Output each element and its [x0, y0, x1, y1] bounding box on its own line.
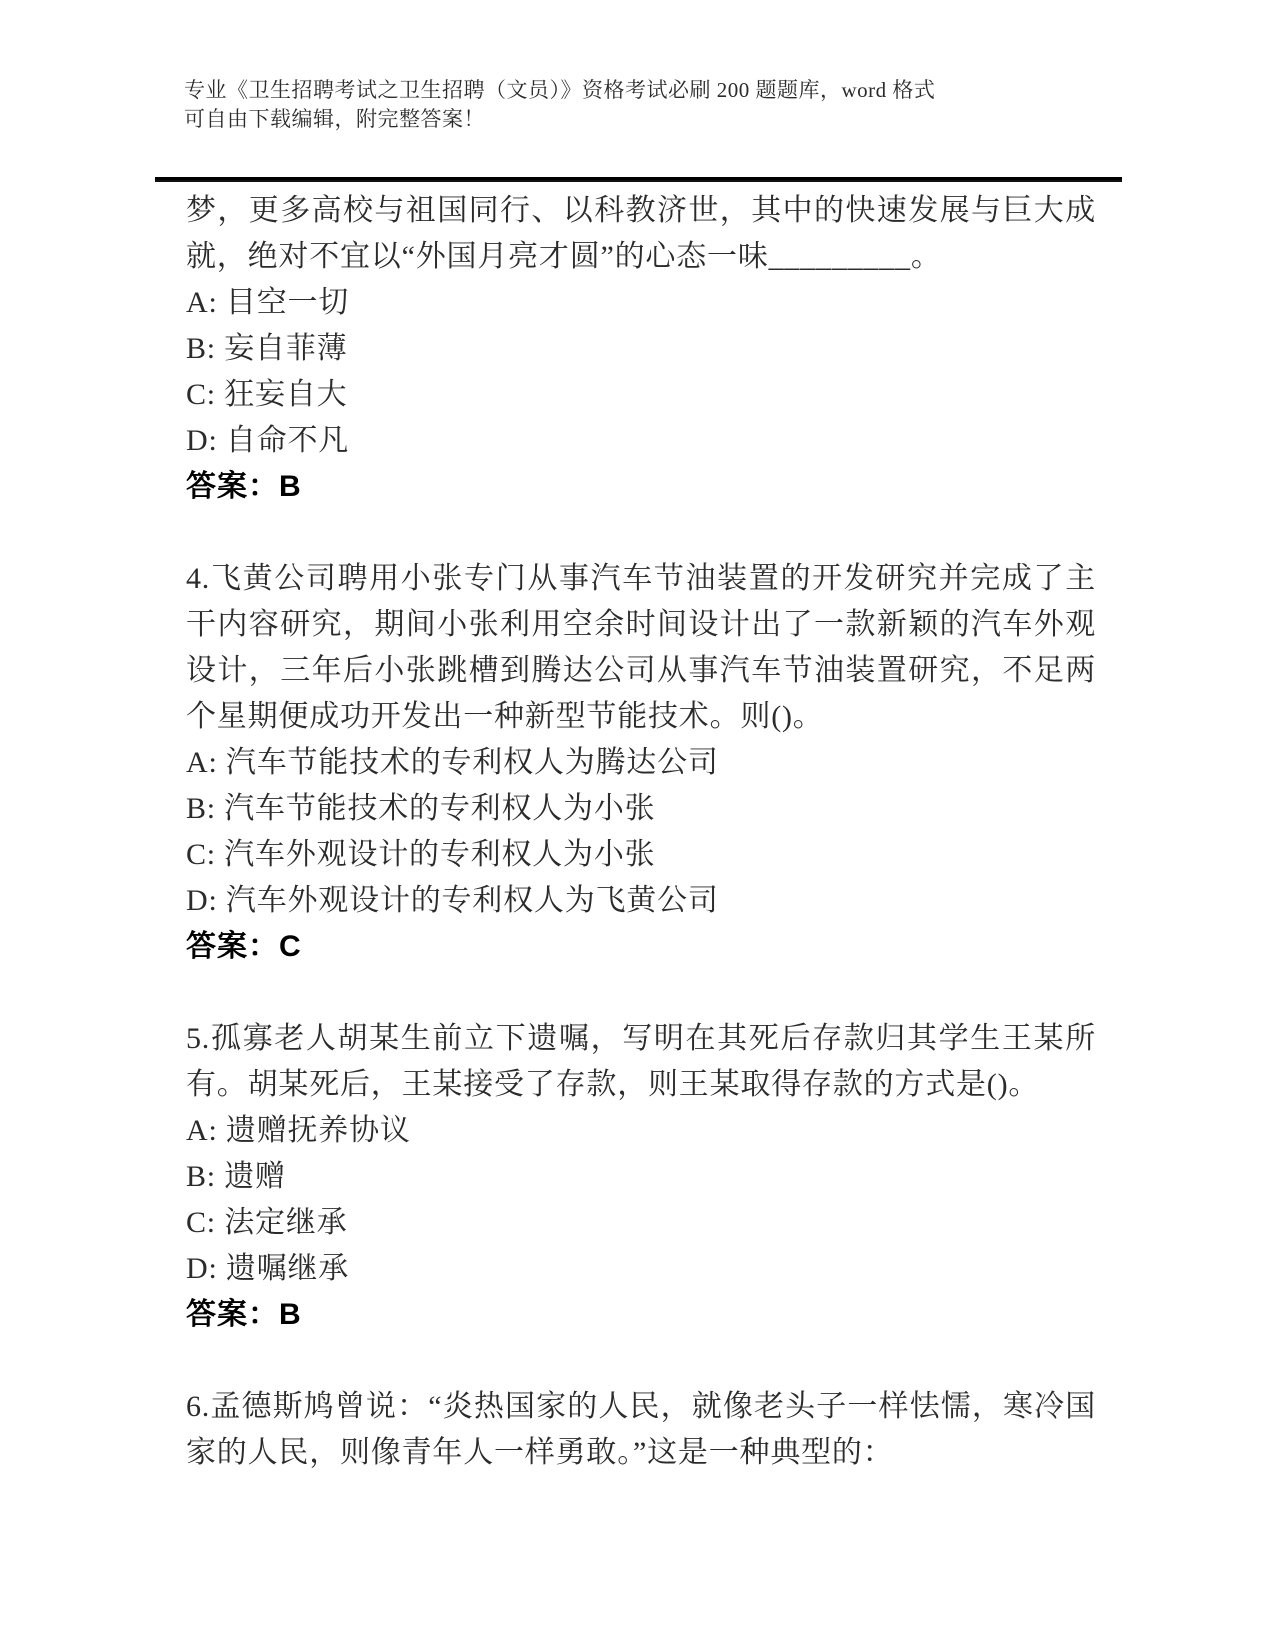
question-block-4	[186, 556, 1096, 970]
option-b: B: 汽车节能技术的专利权人为小张	[186, 792, 656, 825]
document-body	[186, 188, 1096, 1476]
question-text: 5.孤寡老人胡某生前立下遗嘱，写明在其死后存款归其学生王某所有。胡某死后，王某接受了存款，则王某取得存款的方式是()。	[186, 1022, 1096, 1101]
option-c: C: 汽车外观设计的专利权人为小张	[186, 838, 656, 871]
option-d: D: 自命不凡	[186, 424, 350, 457]
question-text: 4.飞黄公司聘用小张专门从事汽车节油装置的开发研究并完成了主干内容研究，期间小张利用空余时间设计出了一款新颖的汽车外观设计，三年后小张跳槽到腾达公司从事汽车节油装置研究，不足两个星期便成功开发出一种新型节能技术。则()。	[186, 562, 1096, 733]
option-a: A: 汽车节能技术的专利权人为腾达公司	[186, 746, 719, 779]
option-c: C: 狂妄自大	[186, 378, 348, 411]
option-b: B: 妄自菲薄	[186, 332, 348, 365]
header-divider	[155, 177, 1122, 182]
option-a: A: 遗赠抚养协议	[186, 1114, 411, 1147]
option-a: A: 目空一切	[186, 286, 350, 319]
option-b: B: 遗赠	[186, 1160, 286, 1193]
question-block-6	[186, 1384, 1096, 1476]
answer-line: 答案：B	[186, 470, 302, 503]
option-d: D: 遗嘱继承	[186, 1252, 350, 1285]
question-text: 6.孟德斯鸠曾说：“炎热国家的人民，就像老头子一样怯懦，寒冷国家的人民，则像青年人一样勇敢。”这是一种典型的：	[186, 1390, 1096, 1469]
header-line-1: 专业《卫生招聘考试之卫生招聘（文员）》资格考试必刷 200 题题库，word 格式	[184, 78, 936, 102]
answer-line: 答案：B	[186, 1298, 302, 1331]
header-line-2: 可自由下载编辑，附完整答案！	[184, 107, 485, 131]
document-header	[184, 76, 1144, 134]
answer-line: 答案：C	[186, 930, 302, 963]
question-text: 梦，更多高校与祖国同行、以科教济世，其中的快速发展与巨大成就，绝对不宜以“外国月亮才圆”的心态一味_________。	[186, 194, 1096, 273]
question-block-5	[186, 1016, 1096, 1338]
option-c: C: 法定继承	[186, 1206, 348, 1239]
option-d: D: 汽车外观设计的专利权人为飞黄公司	[186, 884, 719, 917]
question-block-3	[186, 188, 1096, 510]
